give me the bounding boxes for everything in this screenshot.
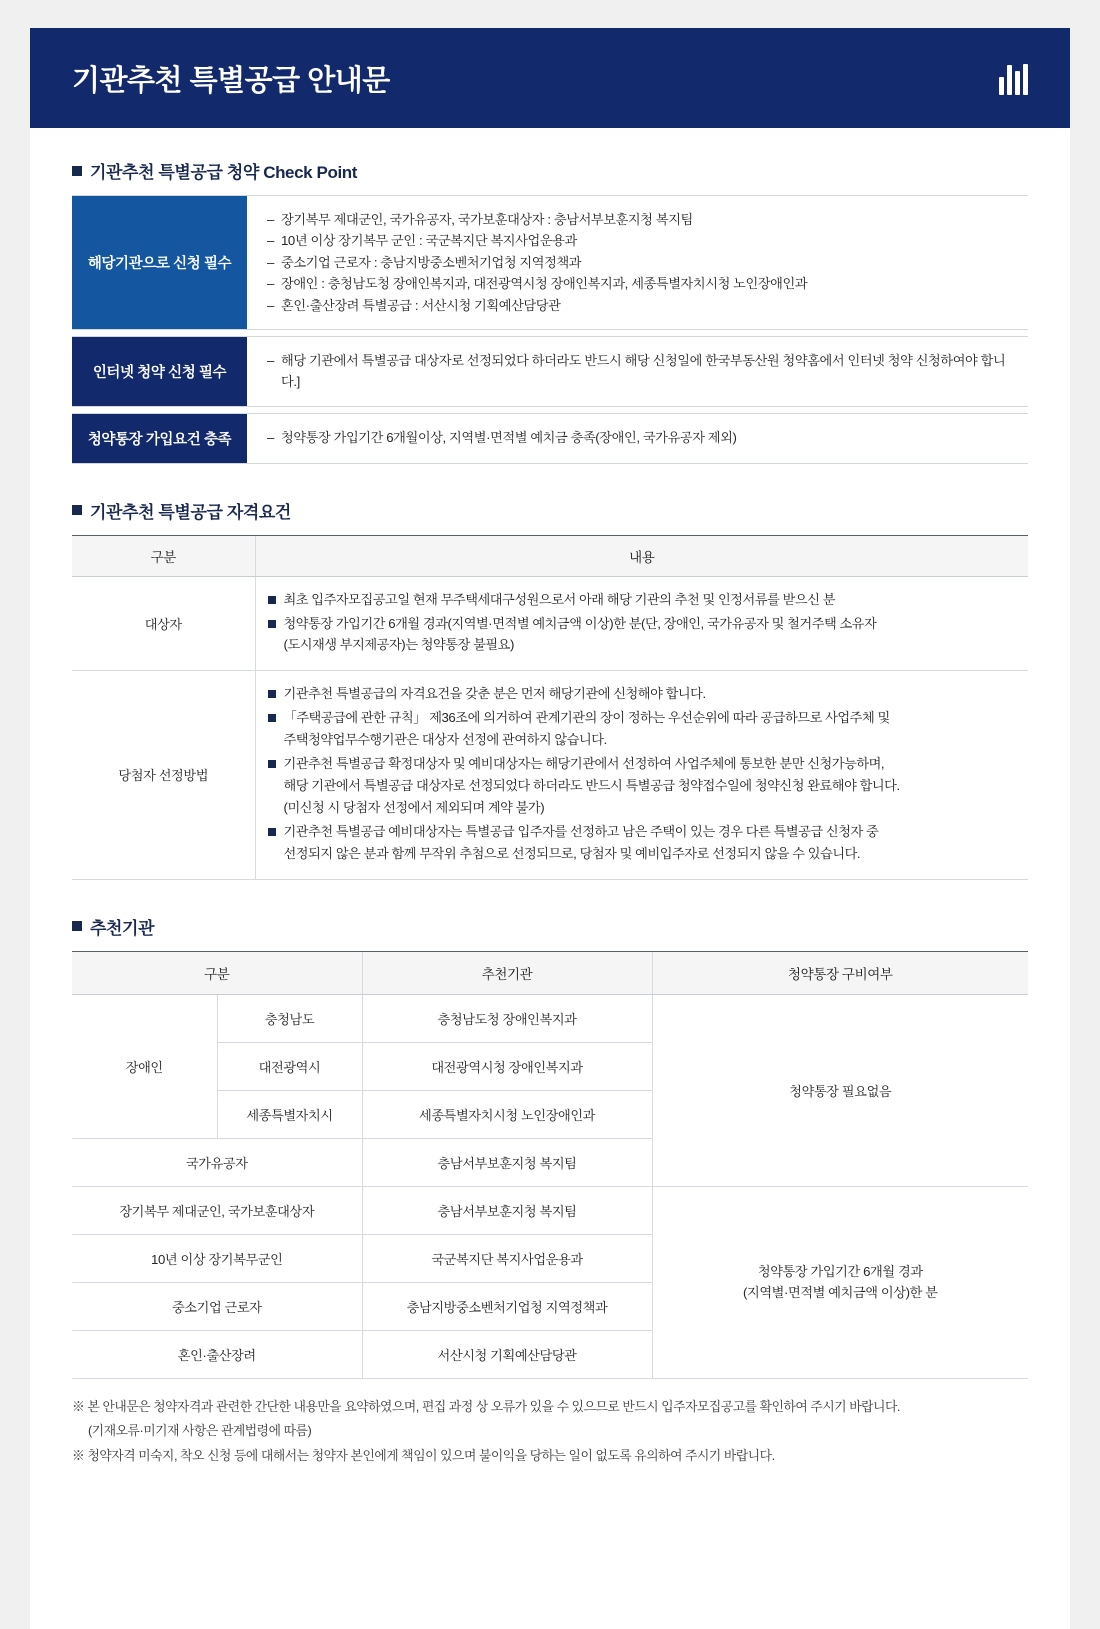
section-heading-agency-label: 추천기관 — [90, 918, 155, 938]
qualification-table — [72, 535, 1028, 880]
list-item: – 10년 이상 장기복무 군인 : 국군복지단 복지사업운용과 — [267, 230, 1018, 251]
list-item: – 혼인·출산장려 특별공급 : 서산시청 기획예산담당관 — [267, 295, 1018, 316]
agency-category: 장기복무 제대군인, 국가보훈대상자 — [72, 1186, 362, 1234]
list-item-text: 기관추천 특별공급 예비대상자는 특별공급 입주자를 선정하고 남은 주택이 있는 경우 다른 특별공급 신청자 중 — [283, 823, 879, 839]
page-title: 기관추천 특별공급 안내문 — [72, 64, 390, 97]
row-content — [255, 671, 1028, 879]
footnote-1-sub: (기재오류·미기재 사항은 관계법령에 따름) — [88, 1423, 312, 1439]
row-content — [255, 576, 1028, 671]
list-item: – 중소기업 근로자 : 충남지방중소벤처기업청 지역정책과 — [267, 252, 1018, 273]
list-item-text: 기관추천 특별공급의 자격요건을 갖춘 분은 먼저 해당기관에 신청해야 합니다. — [283, 686, 706, 702]
agency-region: 충청남도 — [217, 994, 362, 1042]
column-header: 구분 — [72, 535, 255, 576]
agency-category: 중소기업 근로자 — [72, 1282, 362, 1330]
checkpoint-row — [72, 413, 1028, 464]
agency-name: 충남서부보훈지청 복지팀 — [362, 1186, 652, 1234]
table-row — [72, 671, 1028, 879]
table-row — [72, 1186, 1028, 1234]
bar-logo-icon — [999, 61, 1028, 95]
list-item: – 해당 기관에서 특별공급 대상자로 선정되었다 하더라도 반드시 해당 신청일에 한국부동산원 청약홈에서 인터넷 청약 신청하여야 합니다.] — [267, 350, 1018, 393]
agency-table — [72, 951, 1028, 1379]
column-header: 추천기관 — [362, 951, 652, 994]
agency-name: 충남지방중소벤처기업청 지역정책과 — [362, 1282, 652, 1330]
document-header — [30, 28, 1070, 128]
square-bullet-icon — [72, 166, 82, 176]
section-heading-agency — [72, 914, 1028, 939]
agency-region: 세종특별자치시 — [217, 1090, 362, 1138]
list-item-subtext: 해당 기관에서 특별공급 대상자로 선정되었다 하더라도 반드시 특별공급 청약접수일에 청약신청 완료해야 합니다. — [283, 777, 900, 793]
passbook-line-2: (지역별·면적별 예치금액 이상)한 분 — [743, 1285, 938, 1301]
section-heading-qualification-label: 기관추천 특별공급 자격요건 — [90, 502, 291, 522]
checkpoint-row-body — [247, 196, 1028, 329]
list-item: – 장기복무 제대군인, 국가유공자, 국가보훈대상자 : 충남서부보훈지청 복지팀 — [267, 209, 1018, 230]
checkpoint-row-body — [247, 414, 1028, 463]
footnote-2: ※ 청약자격 미숙지, 착오 신청 등에 대해서는 청약자 본인에게 책임이 있으며 불이익을 당하는 일이 없도록 유의하여 주시기 바랍니다. — [72, 1447, 775, 1463]
agency-name: 세종특별자치시청 노인장애인과 — [362, 1090, 652, 1138]
list-item — [266, 683, 1019, 705]
column-header: 내용 — [255, 535, 1028, 576]
list-item — [266, 613, 1019, 657]
checkpoint-row — [72, 195, 1028, 330]
agency-category: 국가유공자 — [72, 1138, 362, 1186]
column-header: 구분 — [72, 951, 362, 994]
list-item-subtext: 주택청약업무수행기관은 대상자 선정에 관여하지 않습니다. — [283, 732, 607, 748]
square-bullet-icon — [72, 921, 82, 931]
checkpoint-row-label: 청약통장 가입요건 충족 — [72, 414, 247, 463]
table-header-row — [72, 951, 1028, 994]
agency-name: 충남서부보훈지청 복지팀 — [362, 1138, 652, 1186]
list-item-subtext: 선정되지 않은 분과 함께 무작위 추첨으로 선정되므로, 당첨자 및 예비입주자로 선정되지 않을 수 있습니다. — [283, 845, 861, 861]
agency-name: 충청남도청 장애인복지과 — [362, 994, 652, 1042]
agency-category: 10년 이상 장기복무군인 — [72, 1234, 362, 1282]
agency-category: 장애인 — [72, 994, 217, 1138]
list-item: – 청약통장 가입기간 6개월이상, 지역별·면적별 예치금 충족(장애인, 국가유공자 제외) — [267, 427, 1018, 448]
list-item-text: 최초 입주자모집공고일 현재 무주택세대구성원으로서 아래 해당 기관의 추천 및 인정서류를 받으신 분 — [283, 591, 835, 607]
list-item — [266, 821, 1019, 865]
list-item: – 장애인 : 충청남도청 장애인복지과, 대전광역시청 장애인복지과, 세종특별자치시청 노인장애인과 — [267, 273, 1018, 294]
document-page — [30, 28, 1070, 1629]
checkpoint-row-label: 해당기관으로 신청 필수 — [72, 196, 247, 329]
agency-region: 대전광역시 — [217, 1042, 362, 1090]
agency-name: 대전광역시청 장애인복지과 — [362, 1042, 652, 1090]
section-heading-checkpoint — [72, 158, 1028, 183]
passbook-requirement-none: 청약통장 필요없음 — [652, 994, 1028, 1186]
list-item-subtext: (도시재생 부지제공자)는 청약통장 불필요) — [283, 637, 514, 653]
agency-category: 혼인·출산장려 — [72, 1330, 362, 1378]
row-label: 대상자 — [72, 576, 255, 671]
checkpoint-row — [72, 336, 1028, 407]
agency-name: 국군복지단 복지사업운용과 — [362, 1234, 652, 1282]
list-item-text: 기관추천 특별공급 확정대상자 및 예비대상자는 해당기관에서 선정하여 사업주체에 통보한 분만 신청가능하며, — [283, 756, 885, 772]
table-row — [72, 994, 1028, 1042]
agency-name: 서산시청 기획예산담당관 — [362, 1330, 652, 1378]
footnote-1: ※ 본 안내문은 청약자격과 관련한 간단한 내용만을 요약하였으며, 편집 과정 상 오류가 있을 수 있으므로 반드시 입주자모집공고를 확인하여 주시기 바랍니다. — [72, 1398, 901, 1414]
table-header-row — [72, 535, 1028, 576]
square-bullet-icon — [72, 505, 82, 515]
list-item — [266, 753, 1019, 819]
checkpoint-row-body — [247, 337, 1028, 406]
table-row — [72, 576, 1028, 671]
list-item — [266, 707, 1019, 751]
document-content — [30, 158, 1070, 1466]
list-item-subtext-2: (미신청 시 당첨자 선정에서 제외되며 계약 불가) — [283, 799, 545, 815]
section-heading-qualification — [72, 498, 1028, 523]
list-item-text: 「주택공급에 관한 규칙」 제36조에 의거하여 관계기관의 장이 정하는 우선순위에 따라 공급하므로 사업주체 및 — [283, 710, 890, 726]
column-header: 청약통장 구비여부 — [652, 951, 1028, 994]
passbook-requirement-required — [652, 1186, 1028, 1378]
list-item-text: 청약통장 가입기간 6개월 경과(지역별·면적별 예치금액 이상)한 분(단, 장애인, 국가유공자 및 철거주택 소유자 — [283, 615, 877, 631]
list-item — [266, 589, 1019, 611]
passbook-line-1: 청약통장 가입기간 6개월 경과 — [757, 1263, 923, 1279]
row-label: 당첨자 선정방법 — [72, 671, 255, 879]
checkpoint-row-label: 인터넷 청약 신청 필수 — [72, 337, 247, 406]
footnotes — [72, 1397, 1028, 1466]
section-heading-checkpoint-label: 기관추천 특별공급 청약 Check Point — [90, 163, 358, 182]
